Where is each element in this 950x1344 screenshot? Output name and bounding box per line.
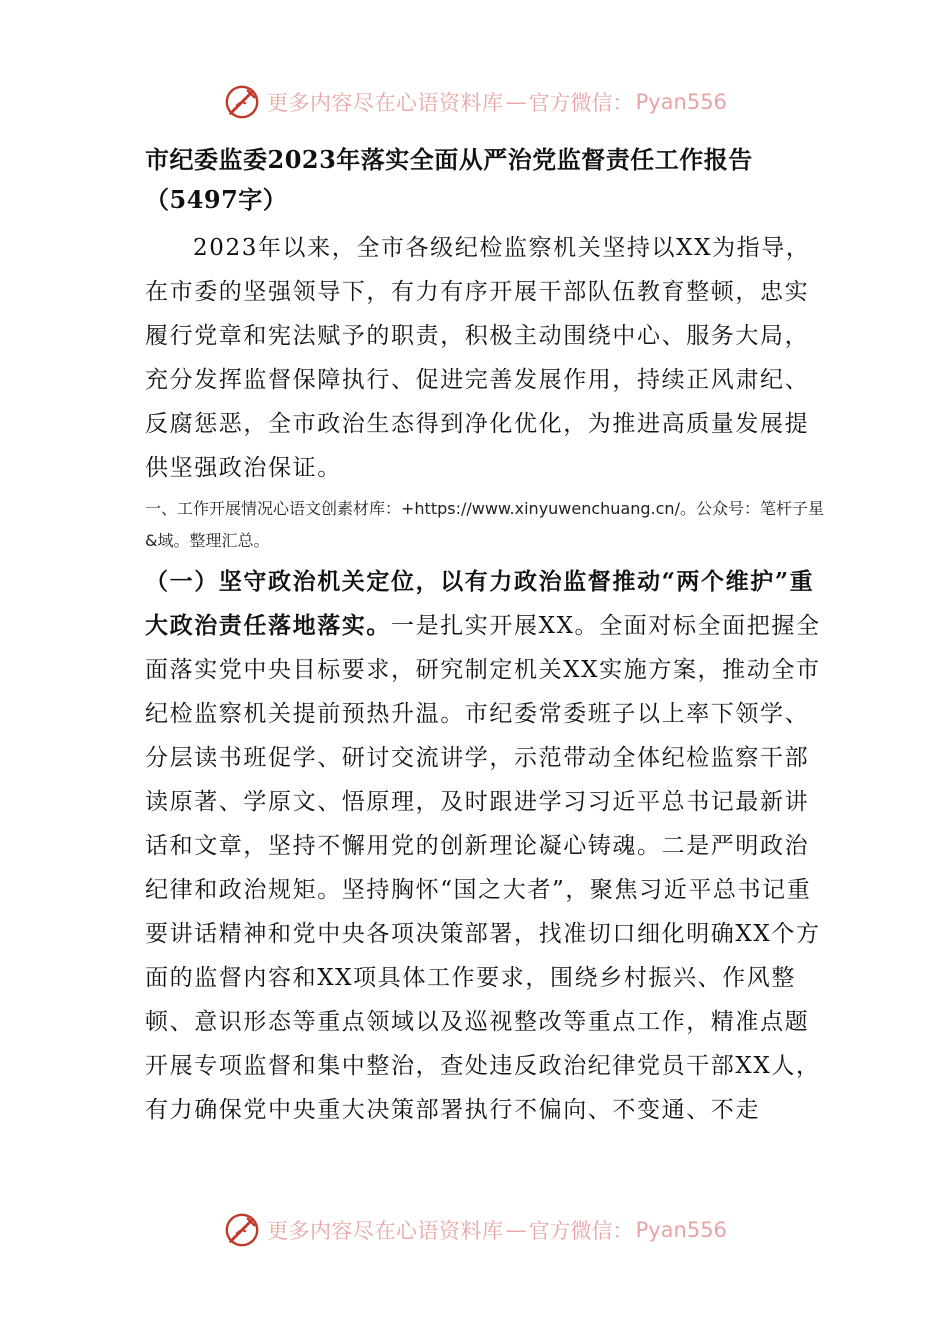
title-line-2: （5497字）: [145, 185, 288, 214]
footer-watermark-banner: [0, 1206, 950, 1254]
section-heading-note: 一、工作开展情况心语文创素材库：+https://www.xinyuwenchuang.cn/。公众号：笔杆子星&域。整理汇总。: [145, 499, 824, 550]
section-1-paragraph: [145, 560, 825, 1132]
banner-official-label: 官方微信：: [528, 91, 634, 115]
section-1-body: 一是扎实开展XX。全面对标全面把握全面落实党中央目标要求，研究制定机关XX实施方案，推动全市纪检监察机关提前预热升温。市纪委常委班子以上率下领学、分层读书班促学、研讨交流讲学，示范带动全体纪检监察干部读原著、学原文、悟原理，及时跟进学习习近平总书记最新讲话和文章，坚持不懈用党的创新理论凝心铸魂。二是严明政治纪律和政治规矩。坚持胸怀“国之大者”，聚焦习近平总书记重要讲话精神和党中央各项决策部署，找准切口细化明确XX个方面的监督内容和XX项具体工作要求，围绕乡村振兴、作风整顿、意识形态等重点领域以及巡视整改等重点工作，精准点题开展专项监督和集中整治，查处违反政治纪律党员干部XX人，有力确保党中央重大决策部署执行不偏向、不变通、不走: [145, 613, 821, 1123]
banner-separator: —: [505, 1218, 527, 1242]
intro-paragraph: 2023年以来，全市各级纪检监察机关坚持以XX为指导，在市委的坚强领导下，有力有序开展干部队伍教育整顿，忠实履行党章和宪法赋予的职责，积极主动围绕中心、服务大局，充分发挥监督保障执行、促进完善发展作用，持续正风肃纪、反腐惩恶，全市政治生态得到净化优化，为推进高质量发展提供坚强政治保证。: [145, 235, 811, 481]
pen-logo-icon: [223, 83, 261, 121]
document-title: [145, 140, 825, 220]
banner-separator: —: [505, 90, 527, 114]
banner-wechat-id: Pyan556: [635, 90, 727, 114]
banner-text: 更多内容尽在心语资料库: [267, 1219, 504, 1243]
title-line-1: 市纪委监委2023年落实全面从严治党监督责任工作报告: [145, 145, 753, 174]
banner-text: 更多内容尽在心语资料库: [267, 91, 504, 115]
banner-official-label: 官方微信：: [528, 1219, 634, 1243]
banner-wechat-id: Pyan556: [635, 1218, 727, 1242]
header-watermark-banner: [0, 78, 950, 126]
pen-logo-icon: [223, 1211, 261, 1249]
section-1-heading: （一）坚守政治机关定位，以有力政治监督推动“两个维护”重大政治责任落地落实。: [145, 568, 815, 639]
